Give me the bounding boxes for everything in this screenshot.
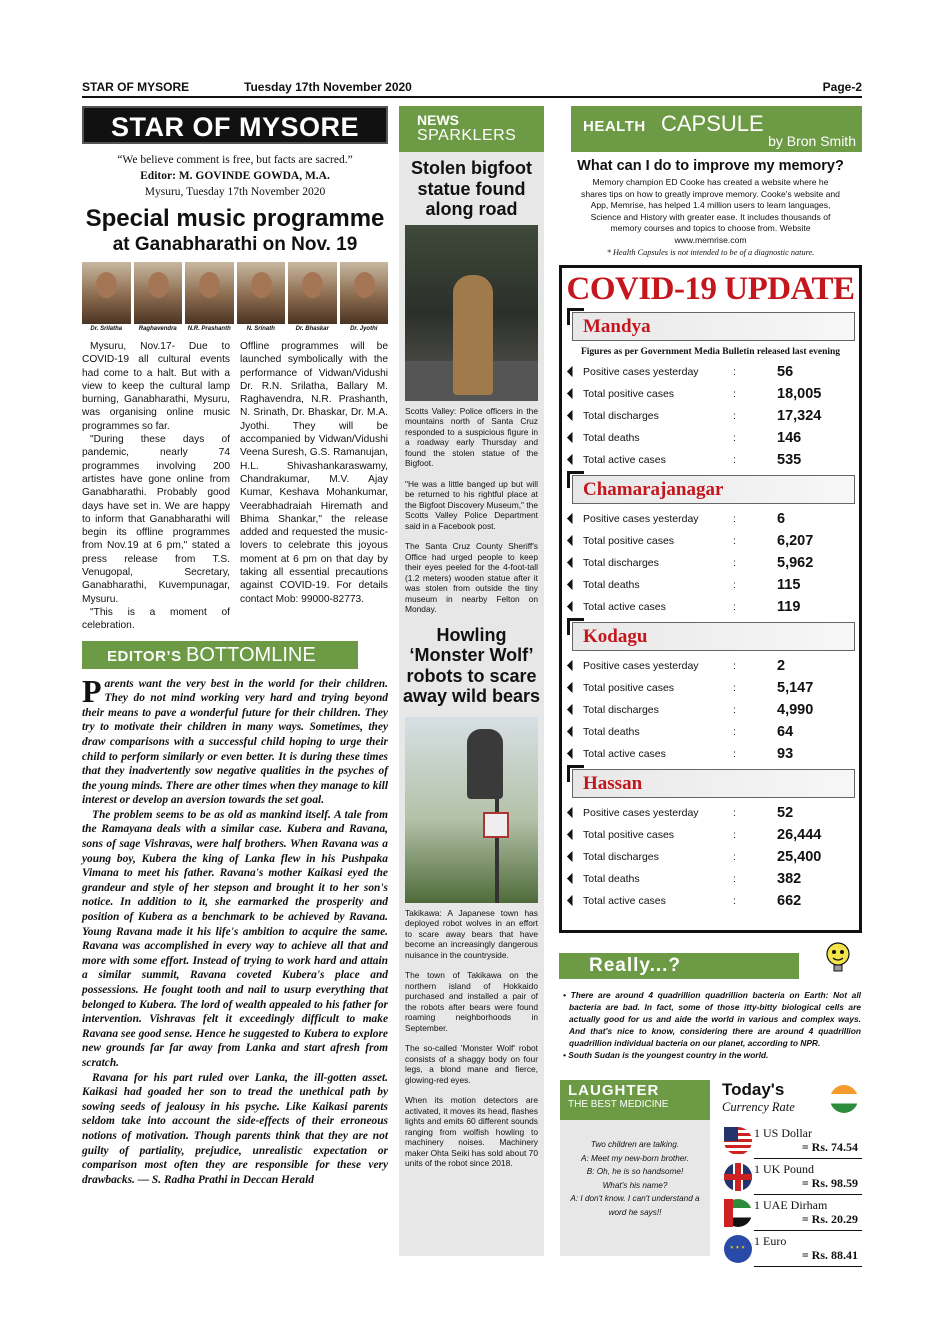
really-banner: Really...? — [559, 953, 799, 979]
stat-colon: : — [733, 703, 736, 716]
stat-value: 6 — [777, 510, 786, 527]
photo-caption: Dr. Jyothi — [350, 326, 378, 332]
stat-colon: : — [733, 556, 736, 569]
laughter-banner — [560, 1080, 710, 1120]
stat-value: 5,147 — [777, 679, 814, 696]
stat-label: Total positive cases — [583, 828, 675, 841]
page-header — [82, 78, 862, 98]
covid-stat-row — [562, 868, 859, 890]
covid-stat-row — [562, 405, 859, 427]
covid-stat-row — [562, 361, 859, 383]
covid-stats — [562, 802, 859, 912]
editors-bottomline-banner — [82, 641, 388, 669]
stat-colon: : — [733, 512, 736, 525]
article-paragraph: The town of Takikawa on the northern island of Hokkaido purchased and installed a pair of the robots after bears were found roaming neighborhoods in September. — [405, 970, 538, 1033]
stat-value: 382 — [777, 870, 802, 887]
arrow-bullet-icon — [567, 388, 578, 399]
stat-colon: : — [733, 600, 736, 613]
stat-colon: : — [733, 534, 736, 547]
currency-row — [722, 1233, 862, 1267]
portrait-image — [288, 262, 337, 324]
article-paragraph: Ravana for his part ruled over Lanka, the ill-gotten asset. Kaikasi had goaded her son to tread the unethical path by sowing seeds of jealousy in his psyche. Like Kaikasi parents seldom take into account the side-effects of their erroneous notions of motivation. Though parents think that they are not guilty of partiality, prejudice, unrealistic expectation or comparison most often they are responsible for these very drawbacks. — S. Radha Prathi in Deccan Herald — [82, 1071, 388, 1186]
artist-photos — [82, 262, 388, 332]
health-disclaimer: * Health Capsules is not intended to be of a diagnostic nature. — [606, 247, 815, 257]
banner-label: HEALTH — [583, 118, 646, 135]
article-paragraph: "He was a little banged up but will be returned to his rightful place at the Bigfoot Discovery Museum," the Scotts Valley Police Department said in a Facebook post. — [405, 478, 538, 531]
photo-caption: Dr. Bhaskar — [295, 326, 329, 332]
fact-item: • South Sudan is the youngest country in the world. — [563, 1050, 769, 1060]
currency-subtitle: Currency Rate — [722, 1100, 795, 1114]
arrow-bullet-icon — [567, 579, 578, 590]
article-paragraph: "This is a moment of celebration. — [82, 606, 230, 632]
currency-value: = Rs. 98.59 — [801, 1176, 858, 1190]
banner-label: BOTTOMLINE — [186, 643, 316, 666]
stat-label: Total deaths — [583, 725, 640, 738]
stat-value: 119 — [777, 598, 801, 615]
stat-label: Total active cases — [583, 453, 666, 466]
india-flag-icon — [830, 1085, 858, 1113]
stat-value: 18,005 — [777, 385, 822, 402]
stat-label: Total positive cases — [583, 387, 675, 400]
portrait-image — [340, 262, 389, 324]
wolf-article — [405, 908, 538, 1169]
robot-wolf-image — [467, 729, 503, 799]
covid-stat-row — [562, 552, 859, 574]
stat-value: 25,400 — [777, 848, 822, 865]
byline: by Bron Smith — [768, 133, 856, 149]
currency-row — [722, 1161, 862, 1195]
stat-label: Total discharges — [583, 409, 659, 422]
article-paragraph: arents want the very best in the world for their children. They do not mind working very hard and trying beyond their means to pave a wonderful future for their children. They try to motivate their children in many ways. Sometimes, they draw comparisons with a successful child hoping to urge their child to perform similarly or even better. It is during these times that they inadvertently sow negative qualities in the psyches of the young minds. There are other times when they manage to kill interest or develop an aversion towards the set goal. — [82, 677, 388, 807]
drop-cap: P — [82, 672, 102, 709]
editorial-article — [82, 672, 388, 1188]
stat-colon: : — [733, 725, 736, 738]
header-page-number: Page-2 — [822, 80, 862, 94]
stat-label: Total deaths — [583, 578, 640, 591]
us-flag-icon — [724, 1127, 752, 1155]
bigfoot-photo — [405, 225, 538, 401]
motto: “We believe comment is free, but facts are sacred.” — [117, 154, 353, 166]
article-paragraph: The so-called 'Monster Wolf' robot consists of a shaggy body on four legs, a blond mane and fierce, glowing-red eyes. — [405, 1043, 538, 1085]
arrow-bullet-icon — [567, 535, 578, 546]
stat-value: 17,324 — [777, 407, 822, 424]
currency-name: 1 UAE Dirham — [754, 1198, 828, 1212]
arrow-bullet-icon — [567, 410, 578, 421]
currency-name: 1 Euro — [754, 1234, 787, 1248]
covid-stat-row — [562, 802, 859, 824]
artist-photo — [134, 262, 183, 332]
health-capsule-banner — [559, 106, 862, 152]
covid-stat-row — [562, 449, 859, 471]
stat-colon: : — [733, 578, 736, 591]
stat-value: 6,207 — [777, 532, 814, 549]
currency-rate-box — [722, 1080, 862, 1262]
covid-stat-row — [562, 427, 859, 449]
covid-update-box — [559, 265, 862, 933]
health-answer: Memory champion ED Cooke has created a website where he shares tips on how to greatly improve memory. Cooke's website and App, Memrise, has helped 1.4 million users to learn languages, Science and History with greater ease. It includes thousands of memory courses and topics to choose from. Website www.memrise.com — [581, 177, 840, 245]
arrow-bullet-icon — [567, 660, 578, 671]
portrait-image — [237, 262, 286, 324]
news-sparklers-banner — [399, 106, 544, 152]
uk-flag-icon — [724, 1163, 752, 1191]
masthead-info — [82, 152, 388, 200]
wolf-headline: Howling ‘Monster Wolf’ robots to scare away wild bears — [402, 624, 541, 706]
stat-value: 662 — [777, 892, 802, 909]
stat-colon: : — [733, 453, 736, 466]
arrow-bullet-icon — [567, 704, 578, 715]
currency-name: 1 US Dollar — [754, 1126, 812, 1140]
stat-label: Total deaths — [583, 431, 640, 444]
header-date: Tuesday 17th November 2020 — [244, 80, 412, 94]
covid-stat-row — [562, 721, 859, 743]
currency-name: 1 UK Pound — [754, 1162, 815, 1176]
arrow-bullet-icon — [567, 513, 578, 524]
covid-stat-row — [562, 508, 859, 530]
currency-value: = Rs. 20.29 — [801, 1212, 858, 1226]
divider — [754, 1266, 862, 1267]
bigfoot-statue-image — [453, 275, 493, 395]
photo-caption: N.R. Prashanth — [187, 326, 231, 332]
article-paragraph: Takikawa: A Japanese town has deployed robot wolves in an effort to scare away bears that have become an increasingly dangerous nuisance in the countryside. — [405, 907, 538, 960]
banner-label: NEWS — [417, 112, 459, 128]
article-paragraph: When its motion detectors are activated, it moves its head, flashes lights and emits 60 different sounds ranging from wolfish howling to machinery noises. Machinery maker Ohta Seiki has sold about 70 units of the robot since 2018. — [405, 1095, 538, 1168]
stat-colon: : — [733, 431, 736, 444]
health-question: What can I do to improve my memory? — [577, 158, 844, 174]
stat-colon: : — [733, 850, 736, 863]
bigfoot-article — [405, 406, 538, 615]
bigfoot-headline: Stolen bigfoot statue found along road — [411, 158, 532, 219]
portrait-image — [82, 262, 131, 324]
article-paragraph: The problem seems to be as old as mankind itself. A tale from the Ramayana deals with a similar case. Kubera and Ravana, sons of sage Vishravas, were half brothers. When Ravana was a young boy, Kubera the king of Lanka flew in his Pushpaka Vimana to meet his father. Ravana's mother Kaikasi eyed the grandeur and style of her stepson and brought it to her son's notice. In addition to it, she earmarked the prosperity and position of Kubera as a benchmark to be achieved by Ravana. Young Ravana made it his life's ambition to acquire the same. Ravana was accomplished in every way to achieve all that and more with some effort. Instead of trying to work hard and attain a similar summit, Ravana coveted Kubera's place and possessions. He fought tooth and nail to usurp everything that belonged to Kubera. The lord of wealth appealed to his father for intervention. Vishravas felt it exceedingly difficult to make Ravana see good sense. Hence he suggested to Kubera to explore new grounds far far away from Lanka and start afresh from scratch. — [82, 808, 388, 1069]
stat-label: Positive cases yesterday — [583, 659, 699, 672]
header-paper-name: STAR OF MYSORE — [82, 80, 190, 94]
article-paragraph: Scotts Valley: Police officers in the mountains north of Santa Cruz responded to a suspicious figure in a roadway early Thursday and found the stolen statue of the Bigfoot. — [405, 405, 538, 468]
arrow-bullet-icon — [567, 873, 578, 884]
divider — [754, 1194, 862, 1195]
sign-image — [483, 812, 509, 838]
arrow-bullet-icon — [567, 851, 578, 862]
photo-caption: N. Srinath — [246, 326, 275, 332]
divider — [754, 1158, 862, 1159]
stat-label: Positive cases yesterday — [583, 512, 699, 525]
joke-line: A: Meet my new-born brother. — [581, 1153, 689, 1163]
left-column — [82, 106, 388, 1187]
stat-label: Total deaths — [583, 872, 640, 885]
stat-colon: : — [733, 387, 736, 400]
covid-region-header: Kodagu — [572, 622, 855, 651]
joke-text — [560, 1138, 710, 1219]
artist-photo — [288, 262, 337, 332]
arrow-bullet-icon — [567, 557, 578, 568]
banner-label: THE BEST MEDICINE — [568, 1099, 669, 1110]
uae-flag-icon — [724, 1199, 752, 1227]
music-article-col-a — [82, 340, 230, 633]
stat-value: 26,444 — [777, 826, 822, 843]
stat-label: Total positive cases — [583, 681, 675, 694]
lightbulb-icon — [818, 938, 858, 978]
covid-stats — [562, 655, 859, 765]
stat-value: 5,962 — [777, 554, 814, 571]
currency-row — [722, 1125, 862, 1159]
artist-photo — [185, 262, 234, 332]
covid-regions — [562, 312, 859, 912]
arrow-bullet-icon — [567, 601, 578, 612]
wolf-photo — [405, 717, 538, 903]
banner-label: SPARKLERS — [417, 127, 517, 144]
covid-region-header: Hassan — [572, 769, 855, 798]
covid-region-header: Chamarajanagar — [572, 475, 855, 504]
stat-value: 2 — [777, 657, 786, 674]
banner-label: EDITOR’S — [107, 647, 182, 665]
stat-colon: : — [733, 872, 736, 885]
covid-stat-row — [562, 677, 859, 699]
covid-stat-row — [562, 574, 859, 596]
photo-caption: Dr. Srilatha — [90, 326, 123, 332]
currency-row — [722, 1197, 862, 1231]
stat-value: 115 — [777, 576, 801, 593]
arrow-bullet-icon — [567, 895, 578, 906]
stat-value: 56 — [777, 363, 794, 380]
arrow-bullet-icon — [567, 807, 578, 818]
stat-label: Total active cases — [583, 747, 666, 760]
editor-line: Editor: M. GOVINDE GOWDA, M.A. — [140, 170, 330, 182]
stat-value: 535 — [777, 451, 802, 468]
music-subheadline: at Ganabharathi on Nov. 19 — [112, 234, 358, 255]
joke-line: B: Oh, he is so handsome! — [586, 1167, 684, 1176]
stat-label: Total active cases — [583, 894, 666, 907]
covid-region-header: Mandya — [572, 312, 855, 341]
stat-label: Total positive cases — [583, 534, 675, 547]
stat-value: 64 — [777, 723, 794, 740]
covid-stat-row — [562, 596, 859, 618]
arrow-bullet-icon — [567, 726, 578, 737]
eu-flag-icon — [724, 1235, 752, 1263]
covid-stat-row — [562, 743, 859, 765]
stat-value: 146 — [777, 429, 802, 446]
masthead-logo: STAR OF MYSORE — [82, 106, 388, 144]
arrow-bullet-icon — [567, 432, 578, 443]
stat-label: Positive cases yesterday — [583, 365, 699, 378]
stat-label: Positive cases yesterday — [583, 806, 699, 819]
arrow-bullet-icon — [567, 366, 578, 377]
stat-colon: : — [733, 828, 736, 841]
stat-label: Total active cases — [583, 600, 666, 613]
really-facts — [563, 989, 861, 1061]
right-column — [559, 106, 862, 933]
currency-value: = Rs. 74.54 — [801, 1140, 858, 1154]
joke-line: What's his name? — [602, 1180, 668, 1190]
covid-stats — [562, 508, 859, 618]
stat-label: Total discharges — [583, 850, 659, 863]
music-headline: Special music programme — [85, 205, 385, 232]
stat-label: Total discharges — [583, 556, 659, 569]
covid-stats — [562, 361, 859, 471]
stat-value: 52 — [777, 804, 794, 821]
stat-value: 93 — [777, 745, 794, 762]
stat-value: 4,990 — [777, 701, 814, 718]
stat-colon: : — [733, 681, 736, 694]
joke-line: Two children are talking. — [590, 1140, 680, 1149]
stat-label: Total discharges — [583, 703, 659, 716]
fact-item: • There are around 4 quadrillion quadrillion bacteria on Earth: Not all bacteria are bad. In fact, some of those itty-bitty biological cells are actually good for us and aide the world in various and complex ways. And that's nice to know, considering there are around 4 quadrillion quadrillion individual bacteria on our planet, according to NPR. — [563, 990, 861, 1048]
stat-colon: : — [733, 747, 736, 760]
covid-stat-row — [562, 824, 859, 846]
currency-value: = Rs. 88.41 — [801, 1248, 858, 1262]
stat-colon: : — [733, 409, 736, 422]
laughter-box — [560, 1080, 710, 1256]
banner-label: LAUGHTER — [568, 1082, 660, 1099]
covid-stat-row — [562, 383, 859, 405]
artist-photo — [340, 262, 389, 332]
artist-photo — [82, 262, 131, 332]
article-paragraph: Offline programmes will be launched symbolically with the performance of Vidwan/Vidushi Dr. R.N. Srilatha, Ballary M. Raghavendra, N.R. Prashanth, N. Srinath, Dr. Bhaskar, Dr. M.A. Jyothi. They will be accompanied by Vidwan/Vidushi Veena Suresh, G.S. Ramanujan, H.L. Shivashankaraswamy, Chandrakumar, M.V. Ajay Kumar, Keshava Mohankumar, Veerabhadraiah Hiremath and Bhima Shankar," the release added and requested the music-lovers to celebrate this joyous moment at 6 pm on that day by taking all essential precautions against COVID-19. For details contact Mob: 99000-82773. — [240, 341, 388, 605]
arrow-bullet-icon — [567, 682, 578, 693]
currency-list — [722, 1125, 862, 1267]
portrait-image — [134, 262, 183, 324]
currency-title: Today's — [722, 1080, 785, 1099]
divider — [754, 1230, 862, 1231]
covid-stat-row — [562, 530, 859, 552]
article-paragraph: Mysuru, Nov.17- Due to COVID-19 all cultural events had come to a halt. But with a view to keep the cultural lamp burning, Ganabharathi, Mysuru, was organising online music programmes so far. — [82, 341, 230, 432]
arrow-bullet-icon — [567, 748, 578, 759]
article-paragraph: "During these days of pandemic, nearly 74 programmes involving 200 artistes have gone online from Ganabharathi. Probably good days have set in. We are happy to inform that Ganabharathi will begin its offline programmes from Nov.19 at 6 pm," stated a press release from T.S. Venugopal, Secretary, Ganabharathi, Kuvempunagar, Mysuru. — [82, 434, 230, 605]
banner-label: CAPSULE — [661, 111, 764, 136]
news-sparklers-column — [399, 106, 544, 1256]
covid-stat-row — [562, 890, 859, 912]
stat-colon: : — [733, 806, 736, 819]
artist-photo — [237, 262, 286, 332]
covid-stat-row — [562, 699, 859, 721]
arrow-bullet-icon — [567, 454, 578, 465]
music-article-col-b — [240, 340, 388, 633]
stat-colon: : — [733, 365, 736, 378]
music-article — [82, 340, 388, 633]
covid-stat-row — [562, 655, 859, 677]
covid-stat-row — [562, 846, 859, 868]
arrow-bullet-icon — [567, 829, 578, 840]
portrait-image — [185, 262, 234, 324]
photo-caption: Raghavendra — [138, 326, 177, 332]
stat-colon: : — [733, 659, 736, 672]
covid-title: COVID-19 UPDATE — [566, 270, 855, 307]
article-paragraph: The Santa Cruz County Sheriff's Office had urged people to keep their eyes peeled for the 4-foot-tall (1.2 meters) wooden statue after it was stolen from outside the tiny museum in nearby Felton on Monday. — [405, 541, 538, 614]
joke-line: A: I don't know. I can't understand a word he says!! — [570, 1194, 700, 1217]
covid-source-note: Figures as per Government Media Bulletin released last evening — [580, 346, 841, 357]
dateline: Mysuru, Tuesday 17th November 2020 — [144, 186, 326, 198]
stat-colon: : — [733, 894, 736, 907]
